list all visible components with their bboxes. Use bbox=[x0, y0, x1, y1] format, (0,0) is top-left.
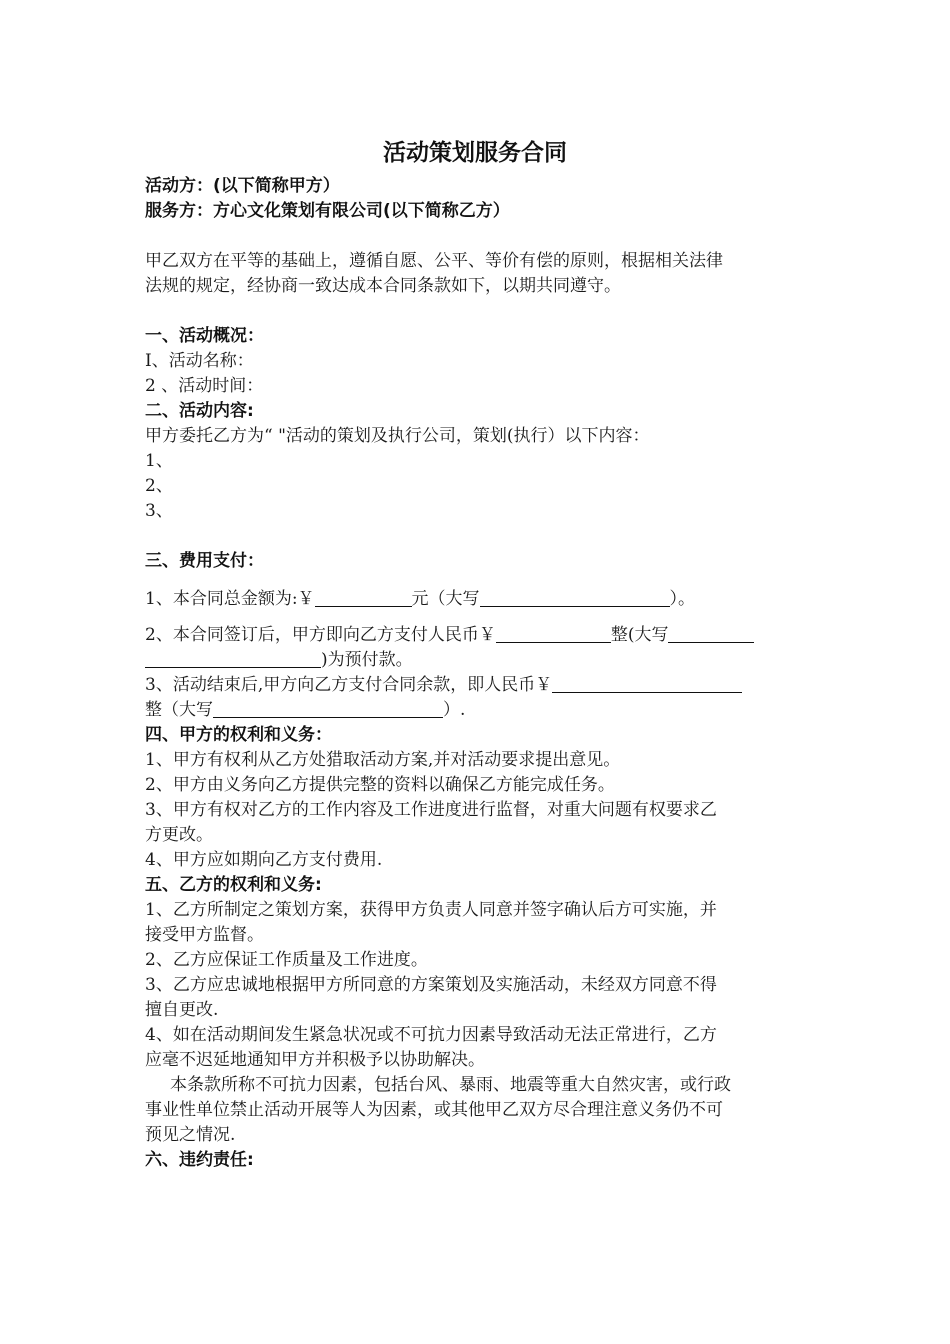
balance-payment-line bbox=[145, 673, 742, 698]
clause-text: 应毫不迟延地通知甲方并积极予以协助解决。 bbox=[145, 1050, 485, 1070]
section-5-heading: 五、乙方的权利和义务: bbox=[145, 875, 322, 895]
intro-line-2: 法规的规定，经协商一致达成本合同条款如下，以期共同遵守。 bbox=[145, 276, 621, 296]
amount-words-blank[interactable] bbox=[480, 588, 670, 607]
party-a-line: 活动方：(以下简称甲方） bbox=[145, 176, 340, 196]
advance-words-blank[interactable] bbox=[668, 624, 754, 643]
section-2-heading: 二、活动内容: bbox=[145, 401, 254, 421]
section-1-heading: 一、活动概况： bbox=[145, 326, 264, 346]
section-4-heading: 四、甲方的权利和义务： bbox=[145, 725, 332, 745]
clause-text: 3、甲方有权对乙方的工作内容及工作进度进行监督，对重大问题有权要求乙 bbox=[145, 800, 717, 820]
balance-payment-label: 3、活动结束后,甲方向乙方支付合同余款，即人民币￥ bbox=[145, 675, 553, 695]
content-list-item: 1、 bbox=[145, 451, 173, 471]
balance-amount-blank[interactable] bbox=[552, 674, 742, 693]
clause-text: 1、乙方所制定之策划方案，获得甲方负责人同意并签字确认后方可实施，并 bbox=[145, 900, 717, 920]
advance-payment-line bbox=[145, 623, 754, 648]
clause-text: 擅自更改. bbox=[145, 1000, 219, 1020]
balance-words-blank[interactable] bbox=[213, 699, 443, 718]
force-majeure-text: 预见之情况. bbox=[145, 1125, 236, 1145]
content-list-item: 2、 bbox=[145, 476, 173, 496]
advance-payment-end: )为预付款。 bbox=[321, 650, 413, 670]
section-3-heading: 三、费用支付： bbox=[145, 551, 264, 571]
clause-text: 4、甲方应如期向乙方支付费用. bbox=[145, 850, 383, 870]
clause-text: 3、乙方应忠诚地根据甲方所同意的方案策划及实施活动，未经双方同意不得 bbox=[145, 975, 717, 995]
clause-text: 2、乙方应保证工作质量及工作进度。 bbox=[145, 950, 428, 970]
clause-text: 2、甲方由义务向乙方提供完整的资料以确保乙方能完成任务。 bbox=[145, 775, 615, 795]
clause-text: 方更改。 bbox=[145, 825, 213, 845]
advance-payment-label: 2、本合同签订后，甲方即向乙方支付人民币￥ bbox=[145, 625, 496, 645]
balance-words-label: 整（大写 bbox=[145, 700, 213, 720]
force-majeure-text: 事业性单位禁止活动开展等人为因素，或其他甲乙双方尽合理注意义务仍不可 bbox=[145, 1100, 723, 1120]
payment-total-line bbox=[145, 587, 695, 612]
advance-amount-blank[interactable] bbox=[496, 624, 611, 643]
advance-payment-line-2 bbox=[145, 648, 413, 673]
amount-blank[interactable] bbox=[315, 588, 412, 607]
advance-words-blank-cont[interactable] bbox=[145, 649, 321, 668]
intro-line-1: 甲乙双方在平等的基础上，遵循自愿、公平、等价有偿的原则，根据相关法律 bbox=[145, 251, 723, 271]
balance-payment-line-2 bbox=[145, 698, 465, 723]
clause-text: 4、如在活动期间发生紧急状况或不可抗力因素导致活动无法正常进行，乙方 bbox=[145, 1025, 717, 1045]
clause-text: 接受甲方监督。 bbox=[145, 925, 264, 945]
payment-total-end: ）。 bbox=[669, 589, 696, 609]
document-title: 活动策划服务合同 bbox=[383, 140, 567, 166]
clause-text: 1、甲方有权利从乙方处猎取活动方案,并对活动要求提出意见。 bbox=[145, 750, 621, 770]
payment-total-words-label: 元（大写 bbox=[411, 589, 480, 609]
section-6-heading: 六、违约责任: bbox=[145, 1150, 254, 1170]
force-majeure-text: 本条款所称不可抗力因素，包括台风、暴雨、地震等重大自然灾害，或行政 bbox=[170, 1075, 731, 1095]
payment-total-label: 1、本合同总金额为:￥ bbox=[145, 589, 315, 609]
advance-words-label: 整(大写 bbox=[610, 625, 669, 645]
content-list-item: 3、 bbox=[145, 501, 173, 521]
balance-payment-end: ）. bbox=[443, 700, 466, 720]
party-b-line: 服务方：方心文化策划有限公司(以下简称乙方） bbox=[145, 201, 510, 221]
activity-name-line: Ⅰ、活动名称： bbox=[145, 351, 254, 371]
commission-text: 甲方委托乙方为“ "活动的策划及执行公司，策划(执行）以下内容： bbox=[145, 426, 650, 446]
activity-time-line: 2 、活动时间： bbox=[145, 376, 264, 396]
